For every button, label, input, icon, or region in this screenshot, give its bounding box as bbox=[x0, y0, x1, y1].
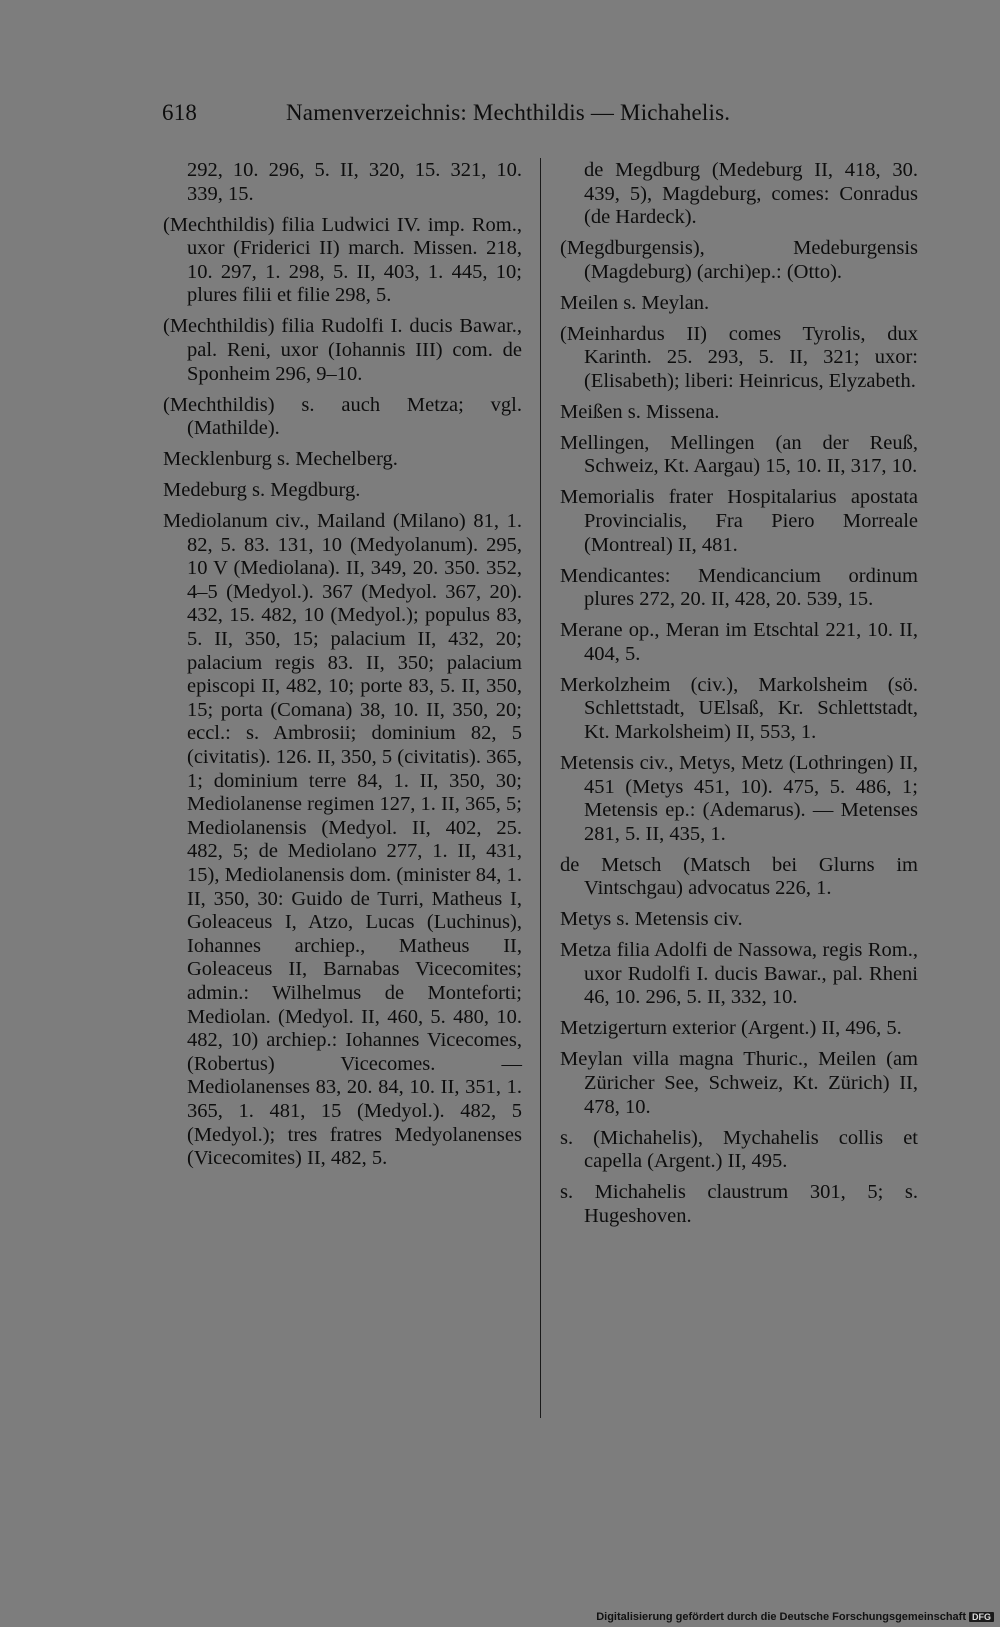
index-entry: (Mechthildis) filia Ludwici IV. imp. Rom., uxor (Friderici II) march. Missen. 218, 10. 297, 1. 298, 5. II, 403, 1. 445, 10; plures filii et filie 298, 5. bbox=[163, 213, 522, 307]
index-entry: Mellingen, Mellingen (an der Reuß, Schweiz, Kt. Aargau) 15, 10. II, 317, 10. bbox=[560, 431, 918, 478]
page-number: 618 bbox=[162, 100, 198, 125]
index-entry: de Megdburg (Medeburg II, 418, 30. 439, 5), Magdeburg, comes: Conradus (de Hardeck). bbox=[584, 159, 918, 229]
index-entry: (Mechthildis) filia Rudolfi I. ducis Bawar., pal. Reni, uxor (Iohannis III) com. de Sponheim 296, 9–10. bbox=[163, 315, 522, 385]
index-entry: Merkolzheim (civ.), Markolsheim (sö. Schlettstadt, UElsaß, Kr. Schlettstadt, Kt. Markolsheim) II, 553, 1. bbox=[560, 673, 918, 743]
index-entry: Metzigerturn exterior (Argent.) II, 496, 5. bbox=[560, 1017, 902, 1040]
index-entry: Memorialis frater Hospitalarius apostata Provincialis, Fra Piero Morreale (Montreal) II, 481. bbox=[560, 486, 918, 556]
left-column bbox=[163, 159, 522, 1178]
funding-footer bbox=[596, 1611, 994, 1623]
index-entry: (Megdburgensis), Medeburgensis (Magdeburg) (archi)ep.: (Otto). bbox=[560, 237, 918, 283]
index-entry: (Meinhardus II) comes Tyrolis, dux Karinth. 25. 293, 5. II, 321; uxor: (Elisabeth); liberi: Heinricus, Elyzabeth. bbox=[560, 322, 918, 392]
index-entry: Medeburg s. Megdburg. bbox=[163, 479, 361, 502]
index-entry: Mendicantes: Mendicancium ordinum plures 272, 20. II, 428, 20. 539, 15. bbox=[560, 564, 918, 611]
index-entry: Metys s. Metensis civ. bbox=[560, 908, 743, 931]
index-entry: Mecklenburg s. Mechelberg. bbox=[163, 448, 398, 471]
running-title: Namenverzeichnis: Mechthildis — Michahelis. bbox=[286, 100, 731, 125]
index-entry: Meylan villa magna Thuric., Meilen (am Züricher See, Schweiz, Kt. Zürich) II, 478, 10. bbox=[560, 1048, 918, 1118]
index-entry: Merane op., Meran im Etschtal 221, 10. II, 404, 5. bbox=[560, 619, 918, 665]
column-divider bbox=[540, 158, 541, 1418]
index-entry: Meilen s. Meylan. bbox=[560, 291, 710, 314]
index-entry: Metza filia Adolfi de Nassowa, regis Rom., uxor Rudolfi I. ducis Bawar., pal. Rheni 46, 10. 296, 5. II, 332, 10. bbox=[560, 939, 918, 1009]
index-entry: s. (Michahelis), Mychahelis collis et capella (Argent.) II, 495. bbox=[560, 1126, 918, 1173]
dfg-logo: DFG bbox=[969, 1612, 994, 1622]
index-entry: s. Michahelis claustrum 301, 5; s. Hugeshoven. bbox=[560, 1181, 918, 1227]
index-entry: (Mechthildis) s. auch Metza; vgl. (Mathilde). bbox=[163, 393, 522, 440]
index-entry: de Metsch (Matsch bei Glurns im Vintschgau) advocatus 226, 1. bbox=[560, 853, 918, 900]
page-header bbox=[162, 100, 792, 126]
index-entry: Meißen s. Missena. bbox=[560, 400, 720, 423]
index-entry: Metensis civ., Metys, Metz (Lothringen) II, 451 (Metys 451, 10). 475, 5. 486, 1; Metensis ep.: (Ademarus). — Metenses 281, 5. II, 435, 1. bbox=[560, 751, 918, 845]
footer-text: Digitalisierung gefördert durch die Deutsche Forschungsgemeinschaft bbox=[596, 1611, 966, 1623]
index-entry: Mediolanum civ., Mailand (Milano) 81, 1. 82, 5. 83. 131, 10 (Medyolanum). 295, 10 V (Mediolana). II, 349, 20. 350. 352, 4–5 (Medyol.). 367 (Medyol. 367, 20). 432, 15. 482, 10 (Medyol.); populus 83, 5. II, 350, 15; palacium II, 432, 20; palacium regis 83. II, 350; palacium episcopi II, 482, 10; porte 83, 5. II, 350, 15; porta (Comana) 38, 10. II, 350, 20; eccl.: s. Ambrosii; dominium 82, 5 (civitatis). 126. II, 350, 5 (civitatis). 365, 1; dominium terre 84, 1. II, 350, 30; Mediolanense regimen 127, 1. II, 365, 5; Mediolanensis (Medyol. II, 402, 25. 482, 5; de Mediolano 277, 1. II, 431, 15), Mediolanensis dom. (minister 84, 1. II, 350, 30: Guido de Turri, Matheus I, Goleaceus I, Atzo, Lucas (Luchinus), Iohannes archiep., Matheus II, Goleaceus II, Barnabas Vicecomites; admin.: Wilhelmus de Monteforti; Mediolan. (Medyol. II, 460, 5. 480, 10. 482, 10) archiep.: Iohannes Vicecomes, (Robertus) Vicecomes. — Mediolanenses 83, 20. 84, 10. II, 351, 1. 365, 1. 481, 15 (Medyol.). 482, 5 (Medyol.); tres fratres Medyolanenses (Vicecomites) II, 482, 5. bbox=[163, 510, 522, 1170]
index-entry: 292, 10. 296, 5. II, 320, 15. 321, 10. 339, 15. bbox=[187, 159, 522, 205]
right-column bbox=[560, 159, 918, 1236]
